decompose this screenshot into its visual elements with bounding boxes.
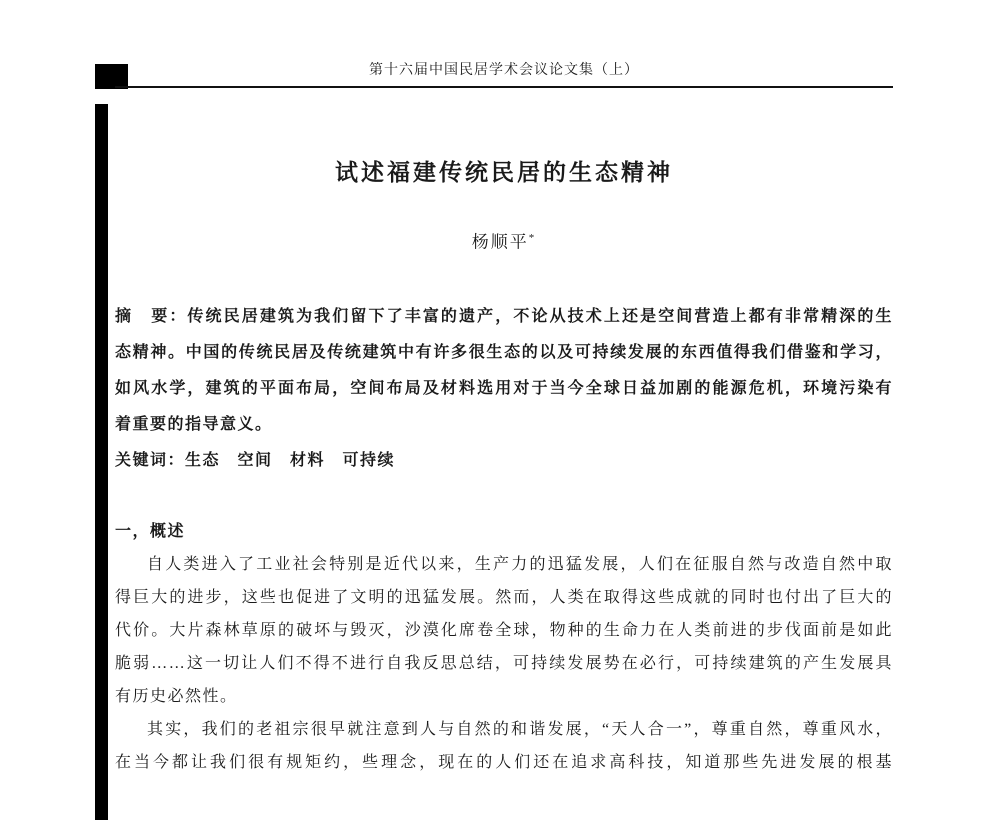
author-name: 杨顺平 <box>471 232 529 252</box>
abstract-line: 如风水学，建筑的平面布局，空间布局及材料选用对于当今全球日益加剧的能源危机，环境污染有 <box>115 379 893 397</box>
abstract-block <box>115 299 893 479</box>
running-header: 第十六届中国民居学术会议论文集（上） <box>369 61 639 77</box>
section-heading: 一，概述 <box>115 522 186 540</box>
body-text-line-clipped: 在当今都让我们很有规矩约，些理念，现在的人们还在追求高科技，知道那些先进发展的根基 <box>115 753 893 771</box>
abstract-line: 着重要的指导意义。 <box>115 415 273 433</box>
keywords-line: 关键词：生态 空间 材料 可持续 <box>115 451 396 469</box>
header-rule <box>115 86 893 88</box>
body-text-line: 自人类进入了工业社会特别是近代以来，生产力的迅猛发展，人们在征服自然与改造自然中取 <box>147 555 893 573</box>
body-text-line: 其实，我们的老祖宗很早就注意到人与自然的和谐发展，“天人合一”，尊重自然，尊重风水， <box>147 720 893 738</box>
page-content <box>0 60 1000 779</box>
author-line <box>115 228 893 253</box>
paper-title: 试述福建传统民居的生态精神 <box>335 160 673 185</box>
body-paragraph-2 <box>115 713 893 779</box>
scanned-paper-page <box>0 60 1000 820</box>
abstract-line: 态精神。中国的传统民居及传统建筑中有许多很生态的以及可持续发展的东西值得我们借鉴和学习， <box>115 343 893 361</box>
body-text-line: 有历史必然性。 <box>115 687 238 705</box>
body-paragraph-1 <box>115 548 893 713</box>
body-text-line: 得巨大的进步，这些也促进了文明的迅猛发展。然而，人类在取得这些成就的同时也付出了巨大的 <box>115 588 893 606</box>
author-footnote-mark: * <box>528 232 537 244</box>
body-text-line: 代价。大片森林草原的破坏与毁灭，沙漠化席卷全球，物种的生命力在人类前进的步伐面前是如此 <box>115 621 893 639</box>
abstract-line: 摘 要：传统民居建筑为我们留下了丰富的遗产，不论从技术上还是空间营造上都有非常精深的生 <box>115 307 893 325</box>
body-text-line: 脆弱……这一切让人们不得不进行自我反思总结，可持续发展势在必行，可持续建筑的产生发展具 <box>115 654 893 672</box>
